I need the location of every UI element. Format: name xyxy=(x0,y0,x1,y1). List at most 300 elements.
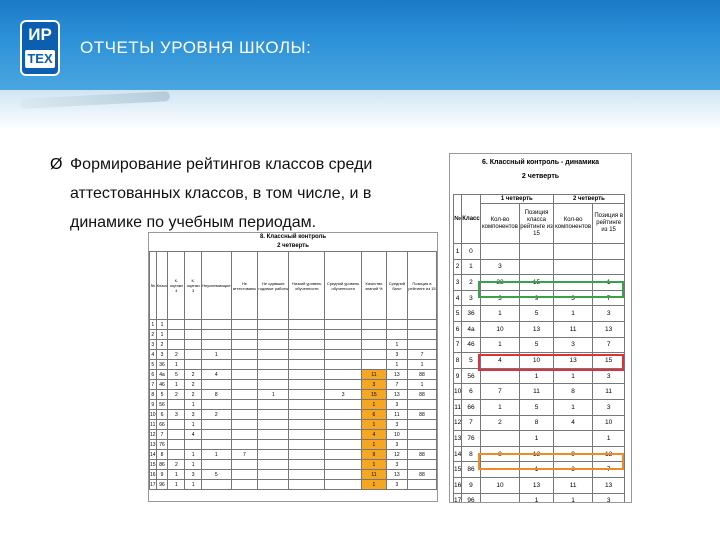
table-cell: 10 xyxy=(386,430,407,440)
table-cell: 3 xyxy=(553,462,592,478)
bullet-point xyxy=(50,150,445,237)
table-cell: 3 xyxy=(386,350,407,360)
highlight-green-box xyxy=(478,281,624,298)
table-cell: 11 xyxy=(520,384,554,400)
table-cell: 1 xyxy=(185,480,202,490)
table-cell: 11 xyxy=(150,421,156,428)
table-cell: 1 xyxy=(362,400,387,410)
table-cell: 3 xyxy=(553,337,592,353)
table-cell xyxy=(231,320,258,330)
table-cell: 12 xyxy=(386,450,407,460)
highlight-orange-box xyxy=(478,453,624,470)
table-cell: 1 xyxy=(553,399,592,415)
table-row xyxy=(150,320,437,330)
table-cell: 3 xyxy=(593,368,625,384)
table-row xyxy=(150,460,437,470)
table-cell xyxy=(325,380,362,390)
table-cell: 10 xyxy=(480,477,519,493)
table-cell: 8 xyxy=(151,391,155,398)
table-cell: 5 xyxy=(462,353,480,369)
table-cell: 15 xyxy=(362,390,387,400)
column-header: Не аттестованы xyxy=(231,252,258,320)
table-row xyxy=(454,259,625,275)
table-cell xyxy=(362,340,387,350)
table-cell xyxy=(258,440,289,450)
table-cell xyxy=(289,390,325,400)
table-cell xyxy=(407,340,436,350)
table-cell: 1 xyxy=(202,450,231,460)
table-cell: 1 xyxy=(362,460,387,470)
column-header: Качество знаний % xyxy=(362,252,387,320)
table-cell: 1 xyxy=(454,244,462,260)
table-cell xyxy=(185,330,202,340)
table-row xyxy=(150,410,437,420)
table-cell: 3 xyxy=(480,259,519,275)
table-cell: 2 xyxy=(168,350,185,360)
table-cell: 3 xyxy=(454,275,462,291)
table-cell: 13 xyxy=(386,370,407,380)
table-cell: 10 xyxy=(520,353,554,369)
column-header: Средний уровень обученности xyxy=(325,252,362,320)
table-cell xyxy=(231,460,258,470)
table-cell xyxy=(231,330,258,340)
table-cell: 7 xyxy=(462,415,480,431)
table-cell xyxy=(289,430,325,440)
table-cell: 3 xyxy=(168,410,185,420)
table-cell: 1 xyxy=(362,480,387,490)
table-cell: 8 xyxy=(462,446,480,462)
table-cell: 2 xyxy=(202,410,231,420)
table-cell: 1 xyxy=(520,462,554,478)
column-header: Низкий уровень обученности xyxy=(289,252,325,320)
table-caption: 6. Классный контроль - динамика xyxy=(481,159,600,166)
table-cell: 9 xyxy=(151,401,155,408)
table-cell xyxy=(289,440,325,450)
table-cell xyxy=(258,470,289,480)
table-cell xyxy=(231,420,258,430)
table-cell: 86 xyxy=(156,460,168,470)
table-cell xyxy=(289,410,325,420)
table-row xyxy=(150,470,437,480)
table-cell: 56 xyxy=(462,368,480,384)
table-cell: 2 xyxy=(454,259,462,275)
table-cell xyxy=(185,340,202,350)
table-cell: 11 xyxy=(553,477,592,493)
table-cell xyxy=(231,440,258,450)
table-cell: 1 xyxy=(407,360,436,370)
table-cell xyxy=(258,460,289,470)
table-cell xyxy=(325,470,362,480)
table-cell: 2 xyxy=(480,415,519,431)
table-cell xyxy=(289,400,325,410)
table-cell: 5 xyxy=(520,399,554,415)
table-cell xyxy=(593,244,625,260)
table-cell: 14 xyxy=(454,446,462,462)
table-cell: 36 xyxy=(462,306,480,322)
table-cell xyxy=(231,430,258,440)
table-cell xyxy=(202,400,231,410)
table-cell xyxy=(258,340,289,350)
table-cell: 9 xyxy=(362,450,387,460)
table-cell: 46 xyxy=(462,337,480,353)
table-cell: 9 xyxy=(156,470,168,480)
table-cell: 7 xyxy=(480,384,519,400)
table-cell: 1 xyxy=(156,320,168,330)
table-cell xyxy=(289,320,325,330)
table-cell: 13 xyxy=(150,441,156,448)
column-header: Не сдавшие годовые работы xyxy=(258,252,289,320)
table-cell: 9 xyxy=(520,290,554,306)
table-cell xyxy=(168,340,185,350)
table-cell: 88 xyxy=(407,410,436,420)
table-cell: 12 xyxy=(593,446,625,462)
table-cell: 8 xyxy=(156,450,168,460)
table-cell: 1 xyxy=(480,337,519,353)
table-cell: 1 xyxy=(202,350,231,360)
table-cell xyxy=(362,360,387,370)
table-cell: 4 xyxy=(553,415,592,431)
table-cell: 5 xyxy=(520,306,554,322)
table-cell: 16 xyxy=(150,471,156,478)
table-cell: 7 xyxy=(454,337,462,353)
table-cell: 0 xyxy=(462,244,480,260)
table-cell: 11 xyxy=(362,370,387,380)
table-cell xyxy=(289,480,325,490)
column-header: Позиция класса рейтинге из 15 xyxy=(520,204,554,244)
table-row xyxy=(150,430,437,440)
table-cell: 56 xyxy=(156,400,168,410)
table-cell xyxy=(553,431,592,447)
table-cell xyxy=(407,480,436,490)
column-header: К. оценки 4 xyxy=(168,252,185,320)
table-cell xyxy=(386,320,407,330)
table-cell xyxy=(386,330,407,340)
table-row xyxy=(150,450,437,460)
table-cell: 66 xyxy=(462,399,480,415)
table-cell: 1 xyxy=(185,460,202,470)
table-cell xyxy=(289,380,325,390)
table-cell xyxy=(168,320,185,330)
logo-text-bottom: ТЕХ xyxy=(25,50,55,68)
table-cell: 6 xyxy=(151,371,155,378)
table-row xyxy=(150,380,437,390)
table-cell: 15 xyxy=(593,353,625,369)
table-cell xyxy=(289,330,325,340)
table-cell: 13 xyxy=(593,477,625,493)
table-cell: 2 xyxy=(156,340,168,350)
table-cell xyxy=(480,431,519,447)
column-header: Позиция в рейтинге из 15 xyxy=(407,252,436,320)
table-cell: 5 xyxy=(454,306,462,322)
logo-text-top: ИР xyxy=(28,25,52,44)
table-row xyxy=(150,400,437,410)
table-cell: 6 xyxy=(156,410,168,420)
table-cell xyxy=(231,370,258,380)
table-cell xyxy=(231,360,258,370)
table-cell xyxy=(289,350,325,360)
table-cell xyxy=(258,450,289,460)
table-row xyxy=(150,370,437,380)
table-cell: 3 xyxy=(462,290,480,306)
table-cell: 15 xyxy=(454,462,462,478)
table-cell xyxy=(258,400,289,410)
table-cell: 15 xyxy=(150,461,156,468)
table-cell xyxy=(202,360,231,370)
table-cell: 1 xyxy=(185,450,202,460)
table-cell xyxy=(407,400,436,410)
table-cell: 1 xyxy=(520,368,554,384)
table-cell xyxy=(258,420,289,430)
table-row xyxy=(454,244,625,260)
table-cell: 4 xyxy=(362,430,387,440)
irtex-logo xyxy=(20,20,60,76)
table-cell: 2 xyxy=(462,275,480,291)
highlight-red-box xyxy=(478,354,624,371)
table-cell xyxy=(168,400,185,410)
table-cell: 3 xyxy=(386,400,407,410)
table-cell xyxy=(520,244,554,260)
table-cell: 1 xyxy=(168,360,185,370)
table-cell: 5 xyxy=(202,470,231,480)
table-cell: 1 xyxy=(553,493,592,503)
table-cell: 8 xyxy=(553,384,592,400)
table-cell xyxy=(407,330,436,340)
table-cell: 23 xyxy=(480,275,519,291)
table-cell: 7 xyxy=(407,350,436,360)
table-cell xyxy=(325,460,362,470)
table-cell: 1 xyxy=(258,390,289,400)
table-cell: 6 xyxy=(362,410,387,420)
table-cell: 3 xyxy=(593,306,625,322)
period-header: 1 четверть xyxy=(480,195,553,204)
table-cell: 13 xyxy=(553,353,592,369)
table-cell: 8 xyxy=(202,390,231,400)
table-cell: 6 xyxy=(454,321,462,337)
table-cell xyxy=(325,330,362,340)
table-cell: 1 xyxy=(362,440,387,450)
table-row xyxy=(454,415,625,431)
table-cell: 88 xyxy=(407,390,436,400)
bullet-text: Формирование рейтингов классов среди аттестованных классов, в том числе, и в динамике по учебным периодам. xyxy=(70,156,373,231)
table-cell xyxy=(289,470,325,480)
table-cell: 1 xyxy=(593,275,625,291)
table-cell xyxy=(258,430,289,440)
table-cell: 9 xyxy=(462,477,480,493)
column-header: Позиция в рейтинге из 15 xyxy=(593,204,625,244)
table-row xyxy=(150,480,437,490)
table-cell xyxy=(202,460,231,470)
table-cell: 2 xyxy=(185,390,202,400)
table-cell: 3 xyxy=(151,341,155,348)
column-header: К. оценки 3 xyxy=(185,252,202,320)
table-cell: 12 xyxy=(520,446,554,462)
table-cell: 15 xyxy=(520,275,554,291)
table-cell xyxy=(168,330,185,340)
table-cell xyxy=(325,420,362,430)
table-cell xyxy=(231,400,258,410)
table-cell: 3 xyxy=(593,493,625,503)
table-cell xyxy=(231,350,258,360)
table-subcaption: 2 четверть xyxy=(277,243,309,249)
table-cell: 1 xyxy=(386,360,407,370)
table-cell xyxy=(202,340,231,350)
table-cell: 2 xyxy=(151,331,155,338)
table-cell: 11 xyxy=(553,321,592,337)
table-cell xyxy=(231,390,258,400)
table-cell: 4а xyxy=(462,321,480,337)
table-cell: 14 xyxy=(150,451,156,458)
table-cell: 66 xyxy=(156,420,168,430)
table-cell: 11 xyxy=(593,384,625,400)
table-cell xyxy=(325,430,362,440)
table-cell: 96 xyxy=(462,493,480,503)
table-cell: 1 xyxy=(185,420,202,430)
table-cell: 8 xyxy=(480,446,519,462)
table-row xyxy=(150,420,437,430)
table-cell xyxy=(289,460,325,470)
table-cell: 13 xyxy=(593,321,625,337)
table-cell: 3 xyxy=(386,420,407,430)
table-cell: 88 xyxy=(407,370,436,380)
table-cell: 4 xyxy=(454,290,462,306)
table-cell xyxy=(325,480,362,490)
table-cell xyxy=(553,259,592,275)
table-cell: 9 xyxy=(454,368,462,384)
table-cell: 2 xyxy=(168,460,185,470)
table-cell: 86 xyxy=(462,462,480,478)
table-cell: 7 xyxy=(593,337,625,353)
column-header: Кол-во компонентов xyxy=(553,204,592,244)
table-cell: 5 xyxy=(168,370,185,380)
table-cell: 11 xyxy=(386,410,407,420)
table-cell: 1 xyxy=(386,340,407,350)
table-cell: 3 xyxy=(480,290,519,306)
table-cell: 17 xyxy=(150,481,156,488)
table-cell: 7 xyxy=(156,430,168,440)
table-cell xyxy=(231,380,258,390)
table-cell: 76 xyxy=(462,431,480,447)
table-cell: 3 xyxy=(593,399,625,415)
arrow-bullet-icon: Ø xyxy=(50,156,63,173)
column-header: Средний балл xyxy=(386,252,407,320)
table-cell: 3 xyxy=(325,390,362,400)
table-row xyxy=(454,399,625,415)
table-cell xyxy=(289,450,325,460)
table-cell: 88 xyxy=(407,450,436,460)
table-cell xyxy=(202,430,231,440)
table-cell xyxy=(231,480,258,490)
table-cell xyxy=(185,440,202,450)
table-cell: 1 xyxy=(520,493,554,503)
table-cell: 4 xyxy=(185,430,202,440)
table-cell: 2 xyxy=(168,390,185,400)
table-cell xyxy=(362,350,387,360)
table-cell: 7 xyxy=(593,290,625,306)
table-row xyxy=(454,477,625,493)
table-cell xyxy=(407,420,436,430)
table-cell: 46 xyxy=(156,380,168,390)
table-cell: 1 xyxy=(462,259,480,275)
table-cell xyxy=(325,440,362,450)
table-cell xyxy=(407,460,436,470)
table-cell xyxy=(168,420,185,430)
table-row xyxy=(454,431,625,447)
column-header: № xyxy=(150,252,157,320)
table-cell: 3 xyxy=(386,440,407,450)
table-cell: 1 xyxy=(156,330,168,340)
table-cell: 5 xyxy=(156,390,168,400)
table-cell: 3 xyxy=(185,410,202,420)
table-cell: 8 xyxy=(520,415,554,431)
table-cell xyxy=(185,320,202,330)
table-cell: 2 xyxy=(185,380,202,390)
table-cell xyxy=(168,430,185,440)
table-row xyxy=(150,360,437,370)
table-cell xyxy=(202,420,231,430)
table-cell xyxy=(185,360,202,370)
table-cell: 4 xyxy=(151,351,155,358)
table-cell xyxy=(325,400,362,410)
table-cell xyxy=(407,320,436,330)
class-dynamics-table xyxy=(449,153,632,503)
table-cell: 76 xyxy=(156,440,168,450)
table-cell: 1 xyxy=(362,420,387,430)
column-header: Кол-во компонентов xyxy=(480,204,519,244)
table-cell xyxy=(202,480,231,490)
column-header: № xyxy=(454,195,462,244)
table-row xyxy=(454,493,625,503)
table-cell xyxy=(258,330,289,340)
table-cell xyxy=(325,320,362,330)
table-cell: 13 xyxy=(386,390,407,400)
table-cell xyxy=(407,430,436,440)
table-cell: 1 xyxy=(151,321,155,328)
table-cell xyxy=(480,244,519,260)
table-cell: 11 xyxy=(454,399,462,415)
page-title: ОТЧЕТЫ УРОВНЯ ШКОЛЫ: xyxy=(80,38,312,57)
table-cell: 88 xyxy=(407,470,436,480)
table-cell xyxy=(202,380,231,390)
table-cell: 12 xyxy=(454,415,462,431)
table-cell xyxy=(258,360,289,370)
table-cell: 13 xyxy=(454,431,462,447)
table-cell: 1 xyxy=(168,480,185,490)
table-cell xyxy=(231,470,258,480)
table-cell: 10 xyxy=(480,321,519,337)
table-subcaption: 2 четверть xyxy=(521,173,560,180)
table-cell xyxy=(231,340,258,350)
table-cell xyxy=(202,440,231,450)
table-cell: 11 xyxy=(362,470,387,480)
table-cell xyxy=(258,370,289,380)
table-cell: 1 xyxy=(185,400,202,410)
table-cell: 13 xyxy=(386,470,407,480)
table-cell: 36 xyxy=(156,360,168,370)
table-cell: 2 xyxy=(185,370,202,380)
table-cell: 4 xyxy=(202,370,231,380)
table-cell xyxy=(258,410,289,420)
table-cell: 10 xyxy=(150,411,156,418)
table-row xyxy=(454,306,625,322)
table-row xyxy=(150,440,437,450)
column-header: Класс xyxy=(462,195,480,244)
period-header: 2 четверть xyxy=(553,195,624,204)
table-cell: 1 xyxy=(553,368,592,384)
table-cell xyxy=(553,244,592,260)
table-cell xyxy=(168,450,185,460)
table-cell: 12 xyxy=(150,431,156,438)
table-cell: 10 xyxy=(593,415,625,431)
